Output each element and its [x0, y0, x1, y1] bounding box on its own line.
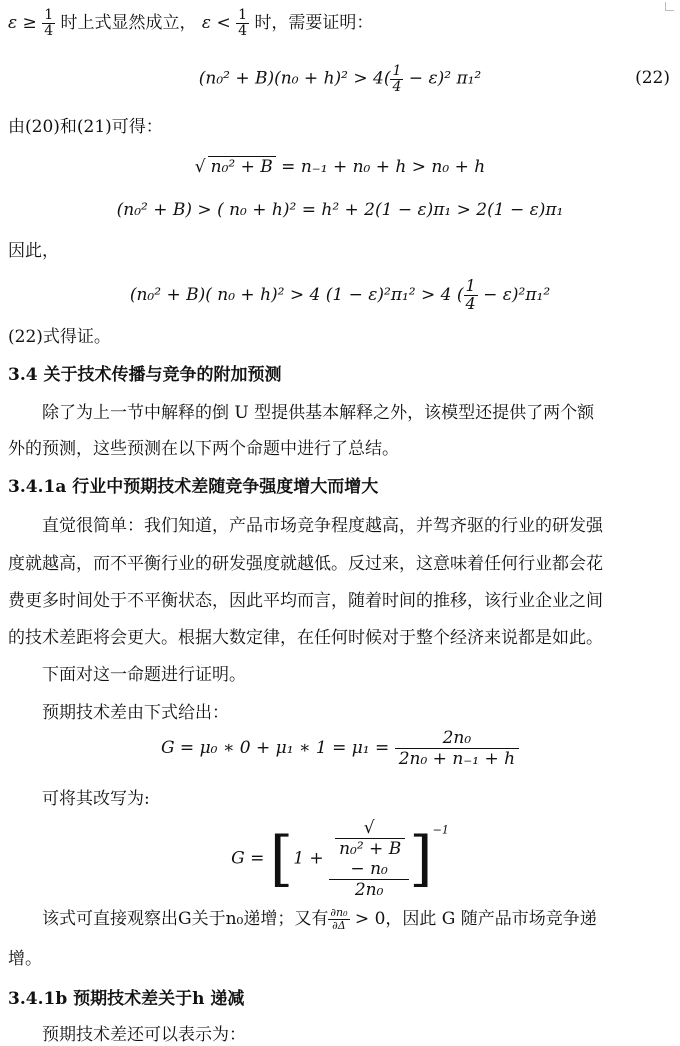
ineq3-b: − ε)²π₁²: [477, 284, 551, 305]
equation-g1: [0, 728, 680, 769]
epsilon-lt: ε <: [201, 13, 231, 33]
g2-lhs: G =: [231, 848, 265, 869]
para1-line1: 除了为上一节中解释的倒 U 型提供基本解释之外，该模型还提供了两个额: [42, 403, 595, 423]
para6-line1: [0, 904, 680, 932]
para2-line4: 的技术差距将会更大。根据大数定律，在任何时候对于整个经济来说都是如此。: [8, 628, 603, 648]
condition-text-1: 时上式显然成立，: [60, 13, 197, 33]
equation-g2: [0, 818, 680, 900]
fraction-quarter-2: $\frac{1}{4}$: [238, 7, 248, 39]
g2-one: 1 +: [293, 848, 324, 869]
from-text: 由(20)和(21)可得：: [8, 117, 163, 137]
g1-lhs: G = μ₀ ∗ 0 + μ₁ ∗ 1 = μ₁ =: [160, 738, 390, 758]
g2-exponent: −1: [432, 823, 449, 837]
g2-den: 2n₀: [354, 880, 384, 900]
para4: 预期技术差由下式给出：: [42, 703, 229, 723]
para1-line2: 外的预测，这些预测在以下两个命题中进行了总结。: [8, 439, 399, 459]
ineq3-fraction: $\frac{1}{4}$: [465, 276, 476, 313]
g2-minus: − n₀: [350, 859, 388, 879]
para2-line3: 费更多时间处于不平衡状态，因此平均而言，随着时间的推移，该行业企业之间: [8, 591, 603, 611]
para6-derivative: $\frac{\text{∂n₀}}{\partial\Delta}$: [330, 906, 348, 932]
inequality-2: (n₀² + B) > ( n₀ + h)² = h² + 2(1 − ε)π₁ > 2(1 − ε)π₁: [116, 200, 564, 220]
eq22-paren: (: [383, 68, 391, 89]
g2-right-bracket: ]: [409, 824, 433, 894]
para3: 下面对这一命题进行证明。: [42, 665, 246, 685]
eq22-paren-close: − ε): [403, 68, 445, 89]
para5: 可将其改写为:: [42, 789, 150, 809]
sqrt-equation: [0, 156, 680, 177]
g2-sqrt: n₀² + B: [335, 838, 405, 859]
section-3-4-heading: 3.4 关于技术传播与竞争的附加预测: [8, 365, 282, 385]
para6-text-b: > 0，因此 G 随产品市场竞争递: [349, 909, 597, 929]
g2-left-bracket: [: [269, 824, 294, 894]
equation-22: [0, 64, 680, 94]
section-3-4-1a-heading: 3.4.1a 行业中预期技术差随竞争强度增大而增大: [8, 477, 379, 497]
proved-text: (22)式得证。: [8, 327, 111, 347]
sqrt-inner: n₀² + B: [208, 156, 276, 177]
therefore-text: 因此，: [8, 241, 59, 261]
condition-text-2: 时，需要证明：: [254, 13, 374, 33]
inequality-3: [0, 278, 680, 313]
para2-line1: 直觉很简单：我们知道，产品市场竞争程度越高，并驾齐驱的行业的研发强: [42, 516, 603, 536]
section-3-4-1b-heading: 3.4.1b 预期技术差关于h 递减: [8, 989, 245, 1009]
condition-line: [0, 8, 680, 39]
fraction-quarter: $\frac{1}{4}$: [44, 7, 54, 39]
para6-line2: 增。: [8, 949, 42, 969]
eq22-rhs: ² π₁²: [444, 68, 482, 89]
ineq3-a: (n₀² + B)( n₀ + h)² > 4 (1 − ε)²π₁² > 4 (: [129, 284, 464, 305]
eq22-lhs: (n₀² + B)(n₀ + h)² > 4: [198, 68, 384, 89]
epsilon-ge: ε ≥: [8, 13, 37, 33]
equation-number-22: (22): [635, 68, 670, 88]
g1-fraction: $\frac{\text{2n₀}}{\text{2n₀ + n₋₁ + h}}$: [395, 728, 519, 769]
sqrt-rest: = n₋₁ + n₀ + h > n₀ + h: [275, 157, 486, 177]
sqrt-sign: √: [194, 157, 206, 177]
para7: 预期技术差还可以表示为：: [42, 1025, 246, 1045]
eq22-fraction: $\frac{1}{4}$: [392, 63, 402, 95]
para2-line2: 度就越高，而不平衡行业的研发强度就越低。反过来，这意味着任何行业都会花: [8, 554, 603, 574]
g2-fraction: √ n₀² + B − n₀ 2n₀: [329, 818, 409, 900]
para6-text-a: 该式可直接观察出G关于n₀递增；又有: [42, 909, 329, 929]
